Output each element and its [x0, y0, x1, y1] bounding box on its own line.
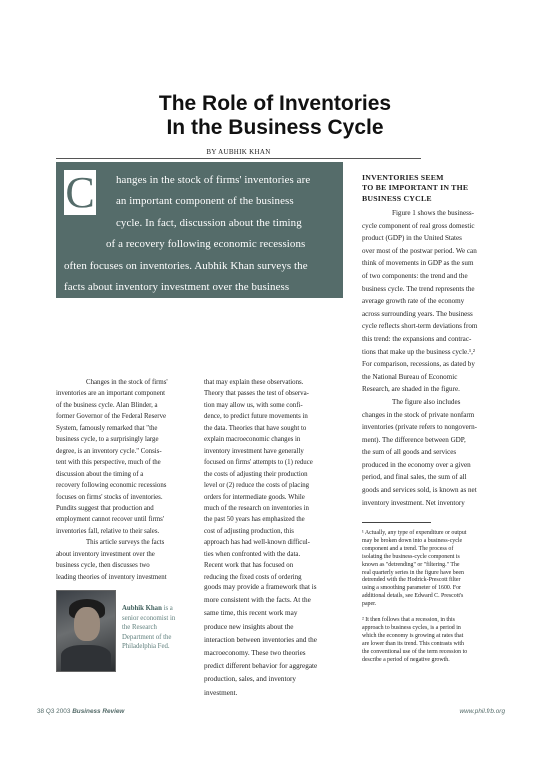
- body-column-1: [56, 377, 193, 583]
- author-bio-line: [122, 604, 200, 614]
- drop-cap: C: [65, 168, 95, 217]
- author-photo-shoulders: [61, 645, 111, 671]
- author-photo: [56, 590, 116, 672]
- byline: BY AUBHIK KHAN: [206, 148, 271, 156]
- body-line: more consistent with the facts. At the: [204, 596, 311, 605]
- footnote-line: may be broken down into a business-cycle: [362, 537, 463, 544]
- article-title: [0, 92, 550, 140]
- author-bio-line: senior economist in: [122, 614, 176, 622]
- body-line: reducing the fixed costs of ordering: [204, 573, 302, 581]
- body-line: tions that make up the business cycle.¹,²: [362, 347, 476, 356]
- footnote-line: are lower than its trend. This contrasts with: [362, 640, 464, 647]
- lead-line: explain these observations.: [64, 323, 185, 336]
- body-line: inventories are an important component: [56, 390, 166, 398]
- body-line: about inventory investment over the: [56, 550, 155, 558]
- author-photo-face: [74, 607, 100, 641]
- title-line-1: The Role of Inventories: [158, 92, 392, 115]
- footnote-line: isolating the business-cycle component is: [362, 553, 460, 560]
- author-bio: [122, 604, 200, 652]
- body-line: the sum of all goods and services: [362, 448, 457, 457]
- body-line: much of the research on inventories in: [204, 504, 309, 512]
- lead-line: an important component of the business: [116, 195, 294, 208]
- body-line: inventory investment have generally: [204, 447, 304, 455]
- body-line: across surrounding years. The business: [362, 309, 473, 318]
- body-line: cycle component of real gross domestic: [362, 221, 475, 230]
- body-line: inventories fall, relative to their sales.: [56, 527, 160, 535]
- section-heading: [362, 173, 504, 204]
- body-line: produce new insights about the: [204, 622, 294, 631]
- footnote-line: approach to business cycles, is a period in: [362, 624, 461, 631]
- body-line: explain macroeconomic changes in: [204, 436, 301, 444]
- body-line: over most of the postwar period. We can: [362, 246, 477, 255]
- body-column-2-continued: [204, 581, 344, 700]
- footnote-line: ¹ Actually, any type of expenditure or output: [362, 530, 467, 536]
- footnote-line: the conventional use of the term recession to: [362, 648, 468, 655]
- lead-line: cycle. In fact, discussion about the timing: [116, 216, 302, 229]
- footer-issue: [37, 708, 124, 715]
- body-line: of two components: the trend and the: [362, 271, 468, 280]
- footnote-line: ² It then follows that a recession, in this: [362, 617, 455, 624]
- body-line: recovery following economic recessions: [56, 482, 167, 490]
- body-line: the National Bureau of Economic: [362, 372, 458, 381]
- lead-line: hanges in the stock of firms' inventories are: [116, 174, 311, 186]
- body-line: focused on firms' attempts to (1) reduce: [204, 459, 313, 467]
- body-line: cycle reflects short-term deviations from: [362, 322, 478, 331]
- section-heading-line: TO BE IMPORTANT IN THE: [362, 183, 469, 193]
- footnotes: [362, 530, 504, 665]
- body-line: investment.: [204, 688, 238, 697]
- footnote-line: known as "detrending" or "filtering." The: [362, 561, 460, 568]
- body-line: business cycle, to a surprisingly large: [56, 436, 159, 444]
- footer-page-issue: 38 Q3 2003: [37, 708, 73, 715]
- body-line: degree, is an inventory cycle." Consis-: [56, 447, 162, 455]
- footer-url[interactable]: www.phil.frb.org: [459, 708, 505, 715]
- body-line: orders for intermediate goods. While: [204, 493, 305, 501]
- section-heading-line: INVENTORIES SEEM: [362, 173, 444, 182]
- body-line: same time, this recent work may: [204, 609, 298, 618]
- body-line: tent with this perspective, much of the: [56, 459, 161, 467]
- body-line: cost of adjusting production, this: [204, 527, 294, 535]
- body-line: The figure also includes: [392, 397, 461, 406]
- body-line: dence, to predict future movements in: [204, 413, 308, 421]
- body-line: discussion about the timing of a: [56, 470, 144, 478]
- footnote-line: paper.: [362, 601, 377, 608]
- body-line: interaction between inventories and the: [204, 635, 317, 644]
- lead-line: often focuses on inventories. Aubhik Khan surveys the: [64, 259, 308, 272]
- byline-rule: [56, 158, 421, 159]
- body-column-3: [362, 207, 504, 509]
- body-line: This article surveys the facts: [86, 539, 165, 547]
- body-line: approach has had well-known difficul-: [204, 539, 310, 547]
- footnote-gap: [362, 609, 504, 617]
- author-bio-line: Department of the: [122, 633, 172, 641]
- footnote-line: detrended with the Hodrick-Prescott filter: [362, 577, 461, 584]
- body-line: inventory investment. Net inventory: [362, 498, 465, 507]
- footnote-rule: [362, 522, 431, 523]
- lead-line: of a recovery following economic recessions: [106, 238, 306, 251]
- body-line: macroeconomy. These two theories: [204, 649, 306, 658]
- footer-publication: Business Review: [72, 708, 125, 715]
- body-line: business cycle, then discusses two: [56, 562, 150, 570]
- body-line: period, and final sales, the sum of all: [362, 473, 467, 482]
- body-line: For comparison, recessions, as dated by: [362, 360, 475, 369]
- body-line: ties when confronted with the data.: [204, 550, 301, 558]
- body-line: changes in the stock of private nonfarm: [362, 410, 475, 419]
- body-line: that may explain these observations.: [204, 379, 304, 386]
- body-line: Changes in the stock of firms': [86, 379, 168, 386]
- footnote-line: using a smoothing parameter of 1600. For: [362, 585, 461, 592]
- body-line: think of movements in GDP as the sum: [362, 259, 474, 268]
- body-line: employment cannot recover until firms': [56, 516, 165, 524]
- body-line: focuses on firms' stocks of inventories.: [56, 493, 163, 501]
- body-line: level or (2) reduce the costs of placing: [204, 482, 310, 490]
- body-line: System, famously remarked that "the: [56, 424, 158, 432]
- body-line: Figure 1 shows the business-: [392, 209, 474, 217]
- author-name: Aubhik Khan: [122, 605, 162, 612]
- body-line: the data. Theories that have sought to: [204, 424, 307, 432]
- footnote-line: component and a trend. The process of: [362, 545, 454, 552]
- body-line: this trend: the expansions and contrac-: [362, 334, 472, 343]
- body-line: average growth rate of the economy: [362, 297, 465, 306]
- lead-line: cycle, then discusses two leading theories that may: [64, 302, 292, 315]
- body-line: of the business cycle. Alan Blinder, a: [56, 401, 158, 409]
- body-line: inventories (private refers to nongovern-: [362, 423, 478, 432]
- body-line: tion may allow us, with some confi-: [204, 401, 303, 409]
- section-heading-line: BUSINESS CYCLE: [362, 193, 432, 203]
- footnote-line: additional details, see Edward C. Prescott's: [362, 593, 464, 600]
- body-line: Theory that passes the test of observa-: [204, 390, 309, 398]
- author-bio-line: the Research: [122, 624, 157, 632]
- footnote-line: which the economy is growing at rates that: [362, 632, 464, 639]
- body-column-2: [204, 377, 344, 583]
- body-line: produced in the economy over a given: [362, 460, 471, 469]
- body-line: ment). The difference between GDP,: [362, 435, 466, 444]
- author-bio-line: Philadelphia Fed.: [122, 643, 170, 651]
- body-line: business cycle. The trend represents the: [362, 284, 475, 293]
- body-line: former Governor of the Federal Reserve: [56, 413, 167, 421]
- footnote-line: real quarterly series in the figure have been: [362, 569, 464, 576]
- lead-line: facts about inventory investment over the business: [64, 281, 290, 294]
- body-line: production, sales, and inventory: [204, 675, 297, 684]
- footnote-line: describe a period of negative growth.: [362, 656, 450, 663]
- body-line: the costs of adjusting their production: [204, 470, 308, 478]
- body-line: goods and services sold, is known as net: [362, 486, 477, 495]
- body-line: predict different behavior for aggregate: [204, 662, 318, 671]
- body-line: product (GDP) in the United States: [362, 234, 462, 243]
- lead-summary-text: [64, 170, 336, 341]
- body-line: Research, are shaded in the figure.: [362, 385, 460, 394]
- body-line: goods may provide a framework that is: [204, 583, 317, 591]
- title-line-2: In the Business Cycle: [166, 116, 384, 139]
- body-line: Recent work that has focused on: [204, 562, 294, 570]
- body-line: leading theories of inventory investment: [56, 573, 167, 581]
- body-line: the past 50 years has emphasized the: [204, 516, 305, 524]
- author-bio-text: is a: [161, 605, 173, 612]
- body-line: Pundits suggest that production and: [56, 504, 154, 512]
